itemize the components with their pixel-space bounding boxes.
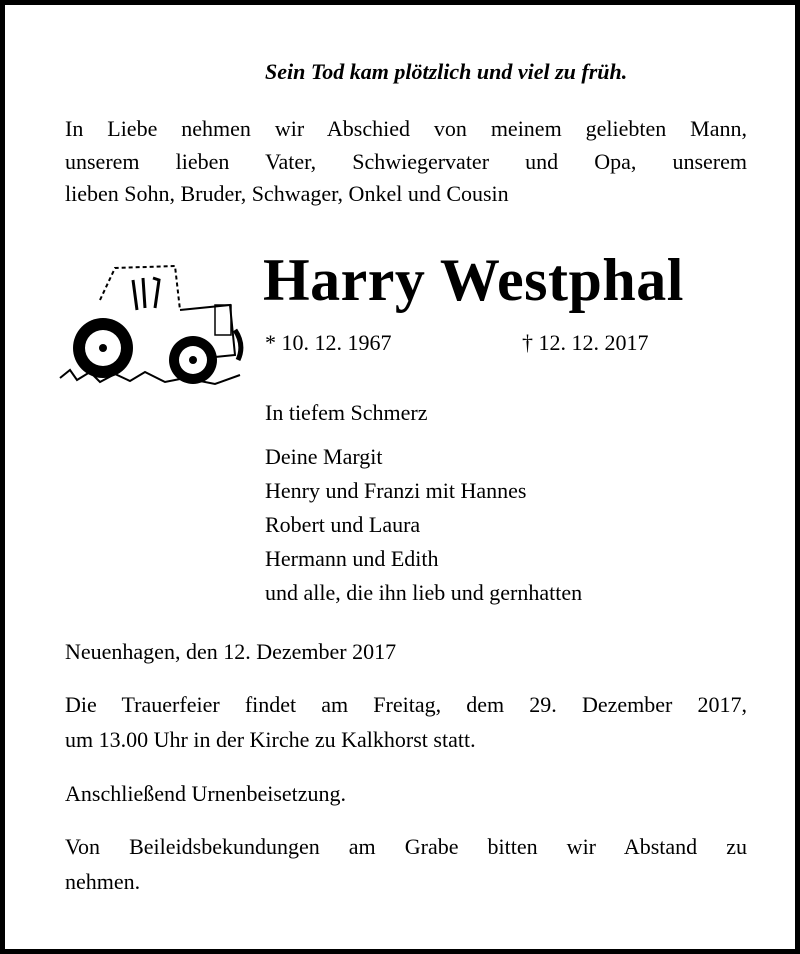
motto: Sein Tod kam plötzlich und viel zu früh.: [265, 59, 628, 84]
grief-line: In tiefem Schmerz: [265, 400, 428, 425]
funeral-line: um 13.00 Uhr in der Kirche zu Kalkhorst statt.: [65, 727, 476, 752]
mourner: Hermann und Edith: [265, 546, 439, 571]
death-date: † 12. 12. 2017: [522, 330, 649, 355]
funeral-line: Die Trauerfeier findet am Freitag, dem 29. Dezember 2017,: [65, 692, 747, 717]
mourner: Henry und Franzi mit Hannes: [265, 478, 527, 503]
intro-line: In Liebe nehmen wir Abschied von meinem geliebten Mann,: [65, 116, 747, 141]
deceased-name: Harry Westphal: [263, 247, 684, 313]
condolence-line: nehmen.: [65, 869, 141, 894]
place-date: Neuenhagen, den 12. Dezember 2017: [65, 639, 397, 664]
intro-line: lieben Sohn, Bruder, Schwager, Onkel und Cousin: [65, 181, 509, 206]
tractor-icon: [55, 260, 245, 390]
mourner: Robert und Laura: [265, 512, 421, 537]
mourner: und alle, die ihn lieb und gernhatten: [265, 580, 583, 605]
birth-date: * 10. 12. 1967: [265, 330, 392, 355]
intro-line: unserem lieben Vater, Schwiegervater und Opa, unserem: [65, 149, 747, 174]
urn-burial: Anschließend Urnenbeisetzung.: [65, 781, 347, 806]
condolence-line: Von Beileidsbekundungen am Grabe bitten wir Abstand zu: [65, 834, 747, 859]
mourner: Deine Margit: [265, 444, 383, 469]
